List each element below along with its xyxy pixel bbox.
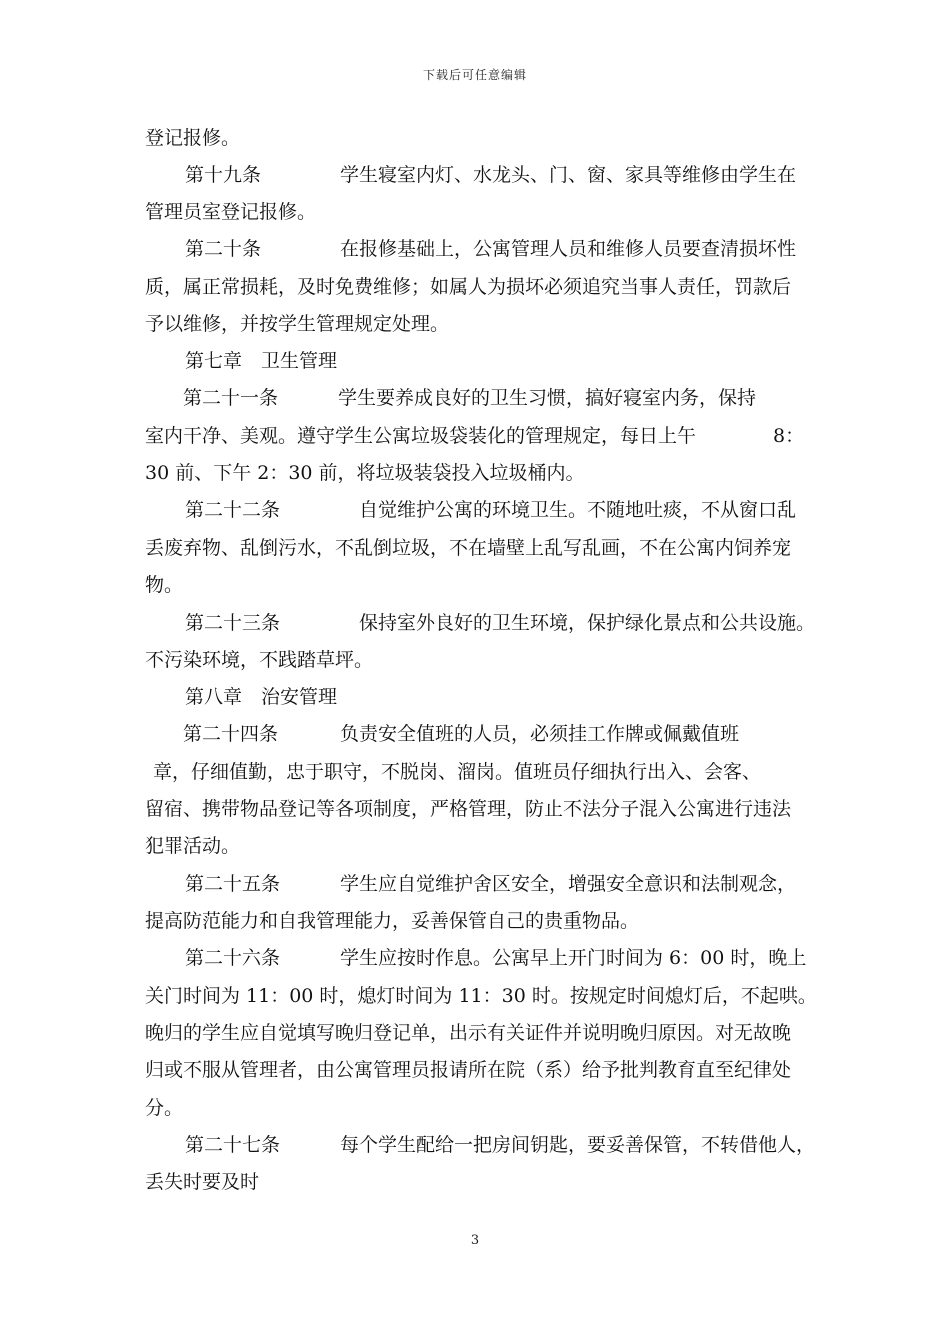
article-label: 第二十七条 [185,1134,281,1156]
text-line-content: 留宿、携带物品登记等各项制度，严格管理，防止不法分子混入公寓进行违法 [145,798,792,820]
article-text: 负责安全值班的人员，必须挂工作牌或佩戴值班 [340,723,740,745]
article-text: 学生寝室内灯、水龙头、门、窗、家具等维修由学生在 [340,164,797,186]
text-line [145,1061,791,1080]
text-line [145,800,791,819]
text-line [145,576,183,595]
article-text: 学生应按时作息。公寓早上开门时间为 6：00 时，晚上 [340,947,807,969]
chapter-heading [185,688,337,707]
text-line [145,912,639,931]
text-line-tail: 8： [773,425,805,447]
article-label: 第二十二条 [185,499,281,521]
text-line-content: 不污染环境，不践踏草坪。 [145,649,374,671]
chapter-title: 第八章 治安管理 [185,686,338,708]
article-text: 学生要养成良好的卫生习惯，搞好寝室内务，保持 [338,387,757,409]
text-line-content: 30 前、下午 2：30 前，将垃圾装袋投入垃圾桶内。 [145,462,585,484]
chapter-heading [185,352,337,371]
text-line [153,763,761,782]
article-label: 第二十五条 [185,873,281,895]
article-label: 第二十四条 [183,723,279,745]
text-line [145,315,449,334]
article-text: 每个学生配给一把房间钥匙，要妥善保管，不转借他人， [340,1134,816,1156]
text-line [145,987,817,1006]
text-line-content: 丢废弃物、乱倒污水，不乱倒垃圾，不在墙壁上乱写乱画，不在公寓内饲养宠 [145,537,792,559]
article-label: 第二十六条 [185,947,281,969]
article-label: 第十九条 [185,164,262,186]
text-line-content: 分。 [145,1097,184,1119]
text-line [145,1173,259,1192]
text-line [145,539,791,558]
text-line [145,837,240,856]
text-line-content: 室内干净、美观。遵守学生公寓垃圾袋装化的管理规定，每日上午 [145,425,697,447]
article-text: 自觉维护公寓的环境卫生。不随地吐痰，不从窗口乱 [359,499,797,521]
article-text: 学生应自觉维护舍区安全，增强安全意识和法制观念， [340,873,797,895]
text-line-content: 犯罪活动。 [145,835,241,857]
article-label: 第二十三条 [185,612,281,634]
text-line [145,651,373,670]
text-line-content: 提高防范能力和自我管理能力，妥善保管自己的贵重物品。 [145,910,640,932]
article-text: 在报修基础上，公寓管理人员和维修人员要查清损坏性 [340,238,797,260]
text-line-content: 管理员室登记报修。 [145,201,317,223]
text-line [145,129,240,148]
article-label: 第二十条 [185,238,262,260]
text-line [145,1099,183,1118]
text-line-content: 归或不服从管理者，由公寓管理员报请所在院（系）给予批判教育直至纪律处 [145,1059,792,1081]
text-line-content: 章，仔细值勤，忠于职守，不脱岗、溜岗。值班员仔细执行出入、会客、 [153,761,762,783]
text-line-content: 晚归的学生应自觉填写晚归登记单，出示有关证件并说明晚归原因。对无故晚 [145,1022,792,1044]
text-line-content: 物。 [145,574,184,596]
text-line-content: 丢失时要及时 [145,1171,260,1193]
text-line [145,1024,791,1043]
page-header-note: 下载后可任意编辑 [422,68,527,82]
chapter-title: 第七章 卫生管理 [185,350,338,372]
text-line [145,278,791,297]
text-line-content: 质，属正常损耗，及时免费维修；如属人为损坏必须追究当事人责任，罚款后 [145,276,792,298]
page-number: 3 [470,1233,480,1248]
text-line-content: 登记报修。 [145,127,241,149]
text-line-content: 关门时间为 11：00 时，熄灯时间为 11：30 时。按规定时间熄灯后，不起哄。 [145,985,817,1007]
text-line [145,203,316,222]
text-line [145,464,585,483]
article-text: 保持室外良好的卫生环境，保护绿化景点和公共设施。 [359,612,816,634]
text-line-content: 予以维修，并按学生管理规定处理。 [145,313,450,335]
article-label: 第二十一条 [183,387,279,409]
